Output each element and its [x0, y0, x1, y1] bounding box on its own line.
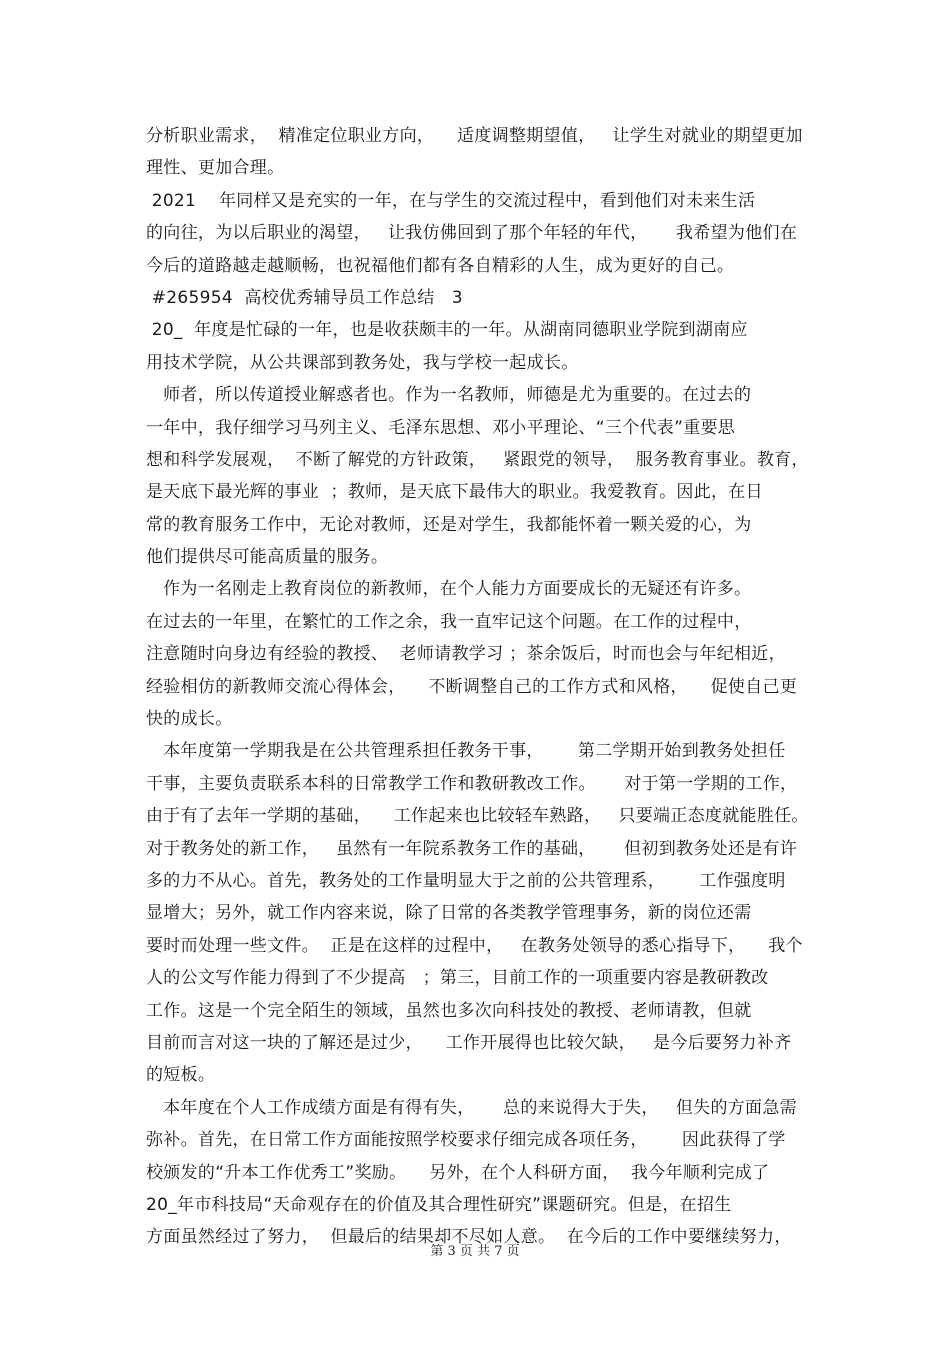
text-line: 要时而处理一些文件。 正是在这样的过程中， 在教务处领导的悉心指导下， 我个 — [146, 935, 803, 956]
text-line: 快的成长。 — [146, 709, 233, 730]
text-line: 目前而言对这一块的了解还是过少， 工作开展得也比较欠缺， 是今后要努力补齐 — [146, 1032, 792, 1053]
document-body — [146, 120, 826, 1254]
text-line: 理性、更加合理。 — [146, 158, 285, 179]
text-line: 由于有了去年一学期的基础， 工作起来也比较轻车熟路， 只要端正态度就能胜任。 — [146, 806, 809, 827]
text-line: 显增大；另外，就工作内容来说，除了日常的各类教学管理事务，新的岗位还需 — [146, 903, 752, 924]
text-line: #265954 高校优秀辅导员工作总结 3 — [146, 287, 463, 308]
text-line: 本年度第一学期我是在公共管理系担任教务干事， 第二学期开始到教务处担任 — [146, 741, 786, 762]
text-line: 今后的道路越走越顺畅，也祝福他们都有各自精彩的人生，成为更好的自己。 — [146, 255, 735, 276]
page-footer: 第 3 页 共 7 页 — [430, 1244, 520, 1259]
text-line: 是天底下最光辉的事业 ；教师，是天底下最伟大的职业。我爱教育。因此，在日 — [146, 482, 763, 503]
text-line: 方面虽然经过了努力， 但最后的结果却不尽如人意。 在今后的工作中要继续努力， — [146, 1227, 792, 1248]
text-line: 想和科学发展观， 不断了解党的方针政策， 紧跟党的领导， 服务教育事业。教育， — [146, 449, 809, 470]
text-line: 他们提供尽可能高质量的服务。 — [146, 547, 389, 568]
text-line: 工作。这是一个完全陌生的领域，虽然也多次向科技处的教授、老师请教，但就 — [146, 1000, 752, 1021]
text-line: 的向往，为以后职业的渴望， 让我仿佛回到了那个年轻的年代， 我希望为他们在 — [146, 223, 798, 244]
text-line: 在过去的一年里，在繁忙的工作之余，我一直牢记这个问题。在工作的过程中， — [146, 611, 752, 632]
text-line: 的短板。 — [146, 1065, 216, 1086]
text-line: 师者，所以传道授业解惑者也。作为一名教师，师德是尤为重要的。在过去的 — [146, 385, 752, 406]
text-line: 作为一名刚走上教育岗位的新教师，在个人能力方面要成长的无疑还有许多。 — [146, 579, 752, 600]
text-line: 一年中，我仔细学习马列主义、毛泽东思想、邓小平理论、“三个代表”重要思 — [146, 417, 736, 438]
text-line: 2021 年同样又是充实的一年，在与学生的交流过程中，看到他们对未来生活 — [146, 190, 756, 211]
text-line: 多的力不从心。首先，教务处的工作量明显大于之前的公共管理系， 工作强度明 — [146, 870, 786, 891]
text-line: 注意随时向身边有经验的教授、 老师请教学习 ；茶余饭后，时而也会与年纪相近， — [146, 644, 786, 665]
text-line: 经验相仿的新教师交流心得体会， 不断调整自己的工作方式和风格， 促使自己更 — [146, 676, 798, 697]
text-line: 人的公文写作能力得到了不少提高 ；第三，目前工作的一项重要内容是教研教改 — [146, 968, 769, 989]
text-line: 校颁发的“升本工作优秀工”奖励。 另外，在个人科研方面， 我今年顺利完成了 — [146, 1162, 770, 1183]
text-line: 干事，主要负责联系本科的日常教学工作和教研教改工作。 对于第一学期的工作， — [146, 773, 798, 794]
text-line: 弥补。首先，在日常工作方面能按照学校要求仔细完成各项任务， 因此获得了学 — [146, 1130, 786, 1151]
text-line: 本年度在个人工作成绩方面是有得有失， 总的来说得大于失， 但失的方面急需 — [146, 1097, 797, 1118]
text-line: 对于教务处的新工作， 虽然有一年院系教务工作的基础， 但初到教务处还是有许 — [146, 838, 798, 859]
text-line: 分析职业需求， 精准定位职业方向， 适度调整期望值， 让学生对就业的期望更加 — [146, 126, 803, 146]
text-line: 20_年市科技局“天命观存在的价值及其合理性研究”课题研究。但是，在招生 — [146, 1194, 732, 1215]
text-line: 20_ 年度是忙碌的一年，也是收获颇丰的一年。从湖南同德职业学院到湖南应 — [146, 320, 748, 341]
text-line: 用技术学院，从公共课部到教务处，我与学校一起成长。 — [146, 352, 579, 373]
text-line: 常的教育服务工作中，无论对教师，还是对学生，我都能怀着一颗关爱的心，为 — [146, 514, 752, 535]
